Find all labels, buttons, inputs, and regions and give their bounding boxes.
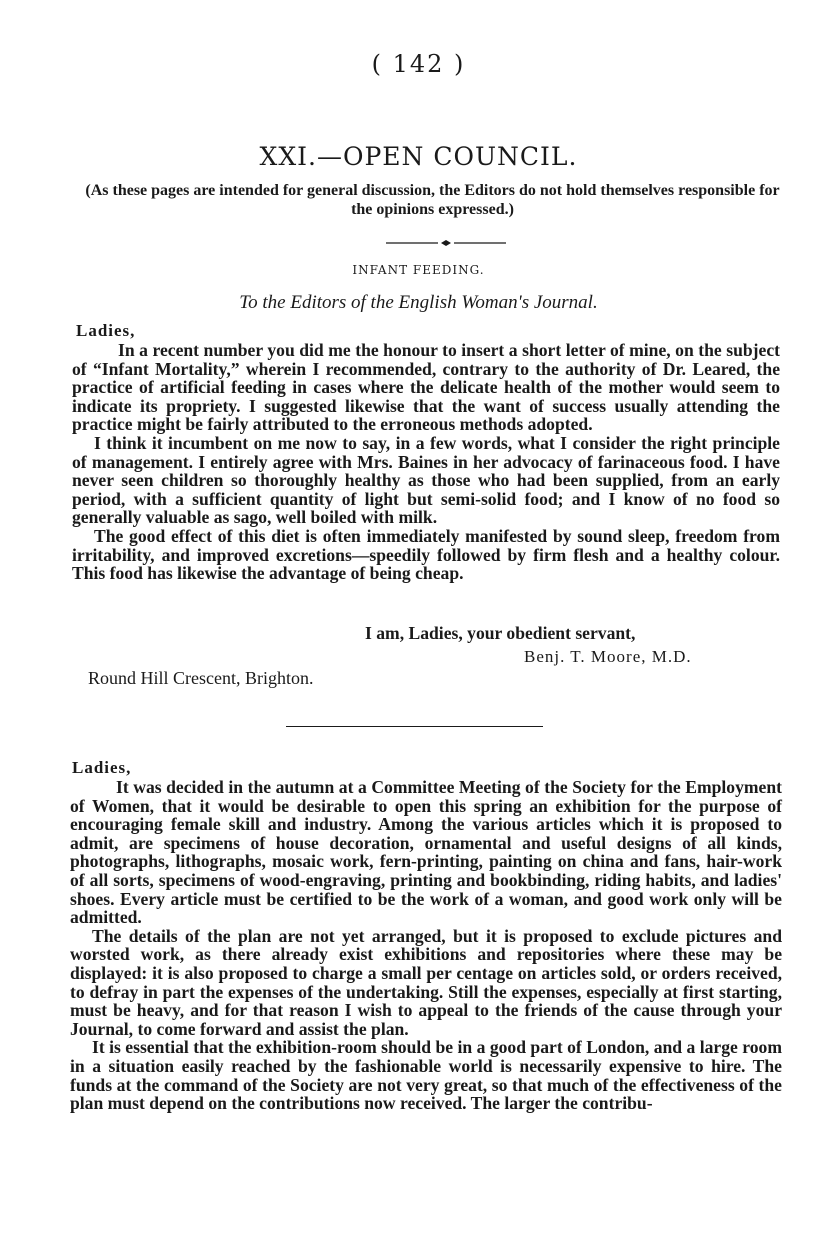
signoff: I am, Ladies, your obedient servant, [365,623,636,643]
signature: Benj. T. Moore, M.D. [524,647,692,666]
letter-address: To the Editors of the English Woman's Journal. [239,292,598,313]
letter-body [72,341,780,583]
paragraph: It was decided in the autumn at a Committee Meeting of the Society for the Employment of Women, that it would be desirable to open this spring an exhibition for the purpose of encouraging female skill and industry. Among the various articles which it is proposed to admit, are specimens of house decoration, ornamental and useful designs of all kinds, photographs, lithographs, mosaic work, fern-printing, painting on china and fans, hair-work of all sorts, specimens of wood-engraving, printing and bookbinding, riding habits, and ladies' shoes. Every article must be certified to be the work of a woman, and good work only will be admitted. [70,777,782,928]
paragraph: In a recent number you did me the honour to insert a short letter of mine, on the subject of “Infant Mortality,” wherein I recommended, contrary to the authority of Dr. Leared, the practice of artificial feeding in cases where the delicate health of the mother would seem to indicate its propriety. I suggested likewise that the want of success usually attending the practice might be fairly attributed to the erroneous methods adopted. [72,340,780,435]
section-title: XXI.—OPEN COUNCIL. [259,142,578,171]
ornament-rule-icon [386,238,506,248]
editorial-disclaimer: (As these pages are intended for general discussion, the Editors do not hold themselves responsible for the opinions expressed.) [85,182,780,218]
paragraph: The good effect of this diet is often immediately manifested by sound sleep, freedom from irritability, and improved excretions—speedily followed by firm flesh and a healthy colour. This food has likewise the advantage of being cheap. [72,525,780,584]
paragraph: I think it incumbent on me now to say, in a few words, what I consider the right principle of management. I entirely agree with Mrs. Baines in her advocacy of farinaceous food. I have never seen children so thoroughly healthy as those who had been supplied, from an early period, with a sufficient quantity of light but semi-solid food; and I know of no food so generally valuable as sago, well boiled with milk. [72,432,780,528]
letter-heading: INFANT FEEDING. [352,263,485,277]
salutation: Ladies, [76,321,136,340]
paragraph: It is essential that the exhibition-room should be in a good part of London, and a large room in a situation easily reached by the fashionable world is necessarily expensive to hire. The funds at the command of the Society are not very great, so that much of the effectiveness of the plan must depend on the contributions now received. The larger the contribu- [70,1037,782,1114]
section-divider [286,726,543,727]
salutation: Ladies, [72,758,132,777]
page-number: ( 142 ) [371,50,466,78]
sender-location: Round Hill Crescent, Brighton. [88,668,314,688]
paragraph: The details of the plan are not yet arranged, but it is proposed to exclude pictures and worsted work, as there already exist exhibitions and repositories where these may be displayed: it is also proposed to charge a small per centage on articles sold, or orders received, to defray in part the expenses of the undertaking. Still the expenses, especially at first starting, must be heavy, and for that reason I wish to appeal to the friends of the cause through your Journal, to come forward and assist the plan. [70,925,782,1039]
letter-body [70,778,782,1113]
